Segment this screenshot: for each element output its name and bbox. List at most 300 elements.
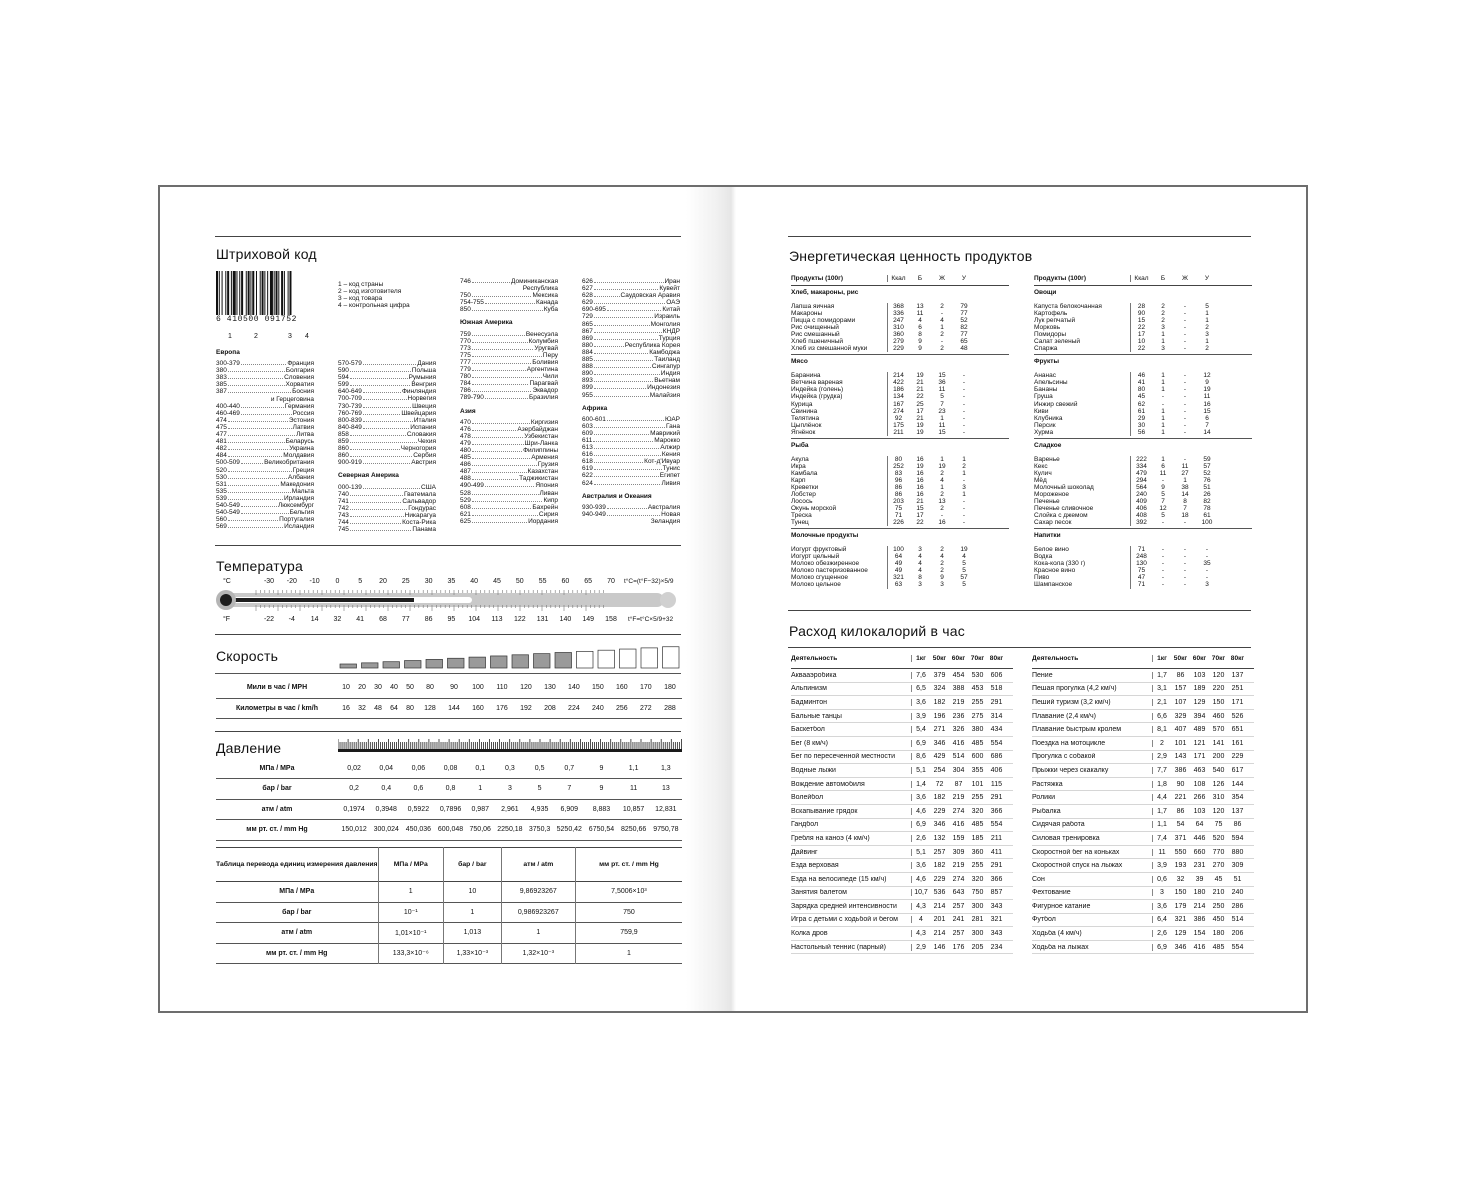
leader-dots [363,428,409,429]
food-value: - [962,386,966,394]
country-code-row [460,366,558,373]
food-value: 11 [938,386,946,394]
kcal-value: 121 [1193,739,1206,747]
country-code-row [338,445,436,452]
food-value: 1 [962,490,966,498]
kcal-value: 39 [1195,875,1204,883]
code: 625 [460,517,471,525]
country: Польша [411,367,436,375]
food-value: - [1183,372,1187,380]
country: Болгария [285,367,314,375]
kcal-header-cell: 60кг [951,655,966,662]
kcal-value: 64 [1195,821,1204,829]
country-code-row [460,387,558,394]
speed-value: 288 [664,704,676,712]
food-value: 8 [1183,498,1187,506]
food-row [791,546,1009,553]
kcal-value: 4 [911,916,930,923]
country-code-row [582,313,680,320]
kcal-value: 2,1 [1152,699,1171,706]
kcal-value: 518 [990,685,1003,693]
food-row [791,498,1009,505]
kcal-value: 343 [990,930,1003,938]
kcal-row [791,778,1013,792]
food-value: 19 [916,428,924,436]
speed-value: 144 [448,704,460,712]
country: Аргентина [526,366,558,374]
kcal-value: 3,9 [1152,862,1171,869]
food-row [791,470,1009,477]
leader-dots [472,391,532,392]
food-value: 1 [1161,386,1165,394]
food-name: Капуста белокочанная [1034,303,1102,310]
country-code-row [460,433,558,440]
speed-row [216,678,682,698]
kcal-value: 115 [990,780,1003,788]
country-code-row [582,518,680,525]
country: КНДР [662,327,680,335]
pressure-value: 6,909 [560,805,579,813]
conversion-cell: 1,01×10⁻¹ [378,923,444,944]
divider [215,731,681,732]
food-value: 2 [940,331,944,339]
kcal-row [1032,710,1254,724]
kcal-value: 394 [1193,712,1206,720]
country: Китай [662,306,680,314]
activity-name: Гребля на каноэ (4 км/ч) [791,834,870,842]
food-name: Камбала [791,469,818,477]
food-name: Йогурт цельный [791,553,840,561]
code: 599 [338,381,349,389]
leader-dots [607,508,647,509]
country: Боливия [532,358,558,366]
food-value: 1 [1205,338,1209,346]
food-value: 52 [1203,469,1211,477]
divider [788,647,1251,648]
kcal-row [1032,832,1254,846]
food-row [1034,546,1252,553]
food-name: Киви [1034,407,1049,415]
country: Колумбия [528,337,558,345]
speed-value: 160 [616,684,628,692]
activity-name: Баскетбол [791,726,825,734]
food-value: - [1161,519,1165,527]
country-code-row [216,424,314,431]
kcal-value: 180 [1193,889,1206,897]
food-value: 1 [940,455,944,463]
food-value: 5 [1161,512,1165,520]
kcal-value: 219 [952,862,965,870]
pressure-row-label: атм / atm [261,805,293,813]
kcal-value: 554 [990,821,1003,829]
country: Австралия [647,503,680,511]
leader-dots [228,527,283,528]
country-code-row [460,426,558,433]
country-code-row [460,394,558,401]
leader-dots [241,414,292,415]
food-value: 13 [916,303,924,310]
country: Парагвай [529,380,558,388]
country-code-row [216,452,314,459]
food-name: Тунец [791,519,809,527]
kcal-value: 321 [1174,916,1187,924]
temperature-title: Температура [216,558,303,574]
food-value: 15 [938,372,946,380]
food-value: - [1183,546,1187,554]
food-row [1034,491,1252,498]
food-value: 9 [1161,483,1165,491]
country-code-row [582,335,680,342]
speed-value: 90 [450,684,458,692]
food-row [791,386,1009,393]
food-value: - [1183,567,1187,575]
celsius-tick: 65 [584,578,593,585]
kcal-value: 380 [971,726,984,734]
conversion-header-cell: мм рт. ст. / mm Hg [575,848,682,882]
code: 627 [582,285,593,293]
kcal-value: 257 [952,902,965,910]
food-value: 9 [918,338,922,346]
pressure-value: 2250,18 [497,826,523,834]
kcal-value: 150 [1212,698,1225,706]
kcal-value: 346 [933,739,946,747]
kcal-value: 229 [1231,753,1244,761]
code: 500-509 [216,459,240,467]
conversion-cell: 1 [444,902,502,923]
code: 478 [460,432,471,440]
food-row [1034,553,1252,560]
kcal-value: 185 [971,834,984,842]
country: Албания [287,473,314,481]
country-code-row [338,381,436,388]
food-value: 1 [1161,338,1165,346]
food-name: Печенье сливочное [1034,505,1094,513]
leader-dots [228,492,291,493]
kcal-row [1032,683,1254,697]
leader-dots [594,455,661,456]
activity-name: Занятия балетом [791,889,847,897]
kcal-value: 5,1 [911,849,930,856]
kcal-value: 86 [1176,671,1185,679]
country-code-row [338,374,436,381]
food-value: 19 [938,462,946,470]
food-value: - [1161,553,1165,561]
kcal-row [1032,737,1254,751]
speed-bar [448,658,465,668]
food-group-heading: Рыба [791,441,809,449]
food-value: 2 [940,505,944,513]
country-code-row [582,349,680,356]
kcal-row [791,927,1013,941]
country: Италия [413,416,436,424]
code: 530 [216,473,227,481]
conversion-header-row [216,848,682,882]
kcal-value: 234 [990,943,1003,951]
pressure-row-label: бар / bar [262,785,292,793]
country-code-row [216,481,314,488]
country: Эквадор [532,387,558,395]
kcal-value: 434 [990,726,1003,734]
code: 700-709 [338,395,362,403]
kcal-value: 120 [1212,807,1225,815]
celsius-tick: 50 [515,578,524,585]
kcal-value: 300 [971,902,984,910]
kcal-value: 254 [933,766,946,774]
energy-header-cell: Ккал [887,275,909,282]
food-row [791,303,1009,310]
kcal-value: 304 [952,766,965,774]
food-row [1034,477,1252,484]
food-value: 252 [887,463,909,470]
activity-name: Силовая тренировка [1032,834,1100,842]
pressure-value: 1,1 [628,764,639,772]
activity-name: Пешая прогулка (4,2 км/ч) [1032,685,1117,693]
code: 858 [338,430,349,438]
country: Австрия [411,459,436,467]
leader-dots [594,396,649,397]
food-row [1034,324,1252,331]
food-value: 64 [887,553,909,560]
food-row [791,317,1009,324]
food-row [1034,505,1252,512]
country-code-row [460,278,558,285]
food-row [1034,331,1252,338]
kcal-value: 214 [1193,902,1206,910]
country: Гондурас [408,504,436,512]
food-value: 22 [916,519,924,527]
country: Кения [661,451,680,459]
food-value: 41 [1130,379,1152,386]
country-code-row [216,488,314,495]
kcal-value: 550 [1174,848,1187,856]
food-row [1034,560,1252,567]
country: Исландия [284,523,314,531]
food-row [791,408,1009,415]
kcal-row [1032,723,1254,737]
conversion-cell: бар / bar [282,908,312,916]
fahrenheit-tick: 104 [468,616,481,623]
country: Япония [535,482,558,490]
thermometer [216,589,682,613]
kcal-value: 489 [1193,726,1206,734]
kcal-value: 6,9 [911,740,930,747]
country: Камбоджа [649,348,680,356]
speed-bar [383,662,400,668]
country: Тунис [662,465,680,473]
pressure-value: 3750,3 [528,826,551,834]
country: Финляндия [401,388,436,396]
kcal-value: 329 [1174,712,1187,720]
country: Киргизия [530,418,558,426]
food-row [1034,470,1252,477]
food-value: 2 [940,546,944,554]
code: 860 [338,445,349,453]
leader-dots [485,303,535,304]
kcal-row [1032,941,1254,955]
fahrenheit-tick: 68 [379,616,387,623]
food-value: 1 [1161,372,1165,380]
food-value: - [962,379,966,387]
kcal-value: 540 [1212,766,1225,774]
country-code-row [216,431,314,438]
food-row [1034,415,1252,422]
activity-name: Ходьба (4 км/ч) [1032,930,1082,938]
food-name: Клубника [1034,414,1063,422]
food-name: Инжир свежий [1034,400,1078,408]
leader-dots [350,523,401,524]
leader-dots [228,378,283,379]
fahrenheit-tick: 77 [401,616,410,623]
conversion-cell: 1,32×10⁻³ [501,943,575,964]
speed-value: 272 [640,704,652,712]
leader-dots [472,384,529,385]
country: Босния [292,388,314,396]
kcal-value: 154 [1193,930,1206,938]
food-value: 1 [1161,428,1165,436]
country-code-row [216,459,314,466]
food-name: Икра [791,462,806,470]
food-value: - [1161,476,1165,484]
leader-dots [594,388,646,389]
energy-header-cell: У [961,274,967,282]
code: 760-769 [338,409,362,417]
kcal-row [1032,669,1254,683]
leader-dots [594,303,665,304]
food-value: 36 [938,379,946,387]
activity-name: Зарядка средней интенсивности [791,902,897,910]
kcal-row [1032,887,1254,901]
food-value: - [1161,546,1165,554]
food-value: 22 [1130,324,1152,331]
legend-item: 2 – код изготовителя [338,288,402,296]
food-value: - [1183,519,1187,527]
country-code-row [338,459,436,466]
pressure-value: 0,3948 [375,805,397,813]
food-value: 134 [887,393,909,400]
food-value: 13 [938,498,946,506]
food-value: - [940,512,944,520]
kcal-header-cell: 70кг [1211,655,1226,662]
leader-dots [594,339,658,340]
country: Франция [287,360,314,368]
country: Греция [292,466,314,474]
conversion-row [216,882,682,903]
pressure-value: 3 [507,785,512,793]
country-code-row [216,367,314,374]
kcal-value: 182 [933,794,946,802]
food-value: - [1183,379,1187,387]
food-value: 1 [1161,455,1165,463]
food-value: - [1183,400,1187,408]
leader-dots [363,463,410,464]
code: 880 [582,341,593,349]
food-value: 1 [1161,421,1165,429]
pressure-value: 9 [599,785,604,793]
energy-header-cell: Ккал [1130,275,1152,282]
speed-value: 20 [358,684,366,692]
kcal-value: 326 [952,726,965,734]
country: США [421,483,436,491]
kcal-value: 485 [971,739,984,747]
kcal-value: 320 [971,875,984,883]
kcal-value: 257 [952,930,965,938]
kcal-value: 107 [1174,698,1187,706]
speed-title: Скорость [216,648,279,664]
food-name: Треска [791,512,812,520]
country-code-row [582,465,680,472]
leader-dots [350,530,412,531]
celsius-tick: 25 [401,578,410,585]
celsius-tick: 70 [607,578,615,585]
kcal-value: 4,3 [911,903,930,910]
code: 531 [216,480,227,488]
group-separator [791,438,1009,439]
country: Индия [660,370,680,378]
code: 940-949 [582,510,606,518]
kcal-value: 236 [952,712,965,720]
pressure-value: 0,04 [379,764,394,772]
food-name: Мороженое [1034,490,1070,498]
leader-dots [228,499,283,500]
code: 730-739 [338,402,362,410]
food-name: Хлеб пшеничный [791,338,844,346]
country-code-row [582,292,680,299]
food-row [791,574,1009,581]
leader-dots [472,451,522,452]
speed-value: 224 [568,704,580,712]
code: 888 [582,363,593,371]
fahrenheit-tick: 140 [559,616,572,623]
conversion-cell: 133,3×10⁻⁶ [378,943,444,964]
kcal-row [791,805,1013,819]
food-value: 21 [916,379,924,387]
food-value: 3 [940,581,944,589]
country-codes-col-3 [460,278,558,525]
food-row [1034,519,1252,526]
activity-name: Растяжка [1032,780,1063,788]
kcal-value: 355 [971,766,984,774]
legend-item: 1 – код страны [338,281,384,288]
activity-name: Дайвинг [791,848,818,856]
notebook-spread [158,185,1308,1013]
country: Азербайджан [517,425,558,433]
code: 540-549 [216,501,240,509]
pressure-value: 5250,42 [556,826,582,834]
country-code-row [460,306,558,313]
code: 529 [460,496,471,504]
food-value: 248 [1130,553,1152,560]
food-value: - [1183,414,1187,422]
food-group-heading: Напитки [1034,532,1061,540]
food-name: Макароны [791,310,823,318]
country-code-row [582,285,680,292]
kcal-value: 5,4 [911,726,930,733]
food-value: 279 [887,338,909,345]
country: Мексика [532,292,558,300]
conversion-cell: атм / atm [281,929,313,937]
leader-dots [472,465,537,466]
food-name: Пиво [1034,574,1050,582]
code: 619 [582,465,593,473]
activity-name: Пение [1032,671,1053,679]
activity-name: Плавание быстрым кролем [1032,726,1122,734]
country-code-row [460,345,558,352]
food-row [791,519,1009,526]
kcal-value: 108 [1193,780,1206,788]
kcal-value: 72 [935,780,944,788]
speed-value: 140 [568,684,580,692]
activity-name: Вождение автомобиля [791,780,865,788]
